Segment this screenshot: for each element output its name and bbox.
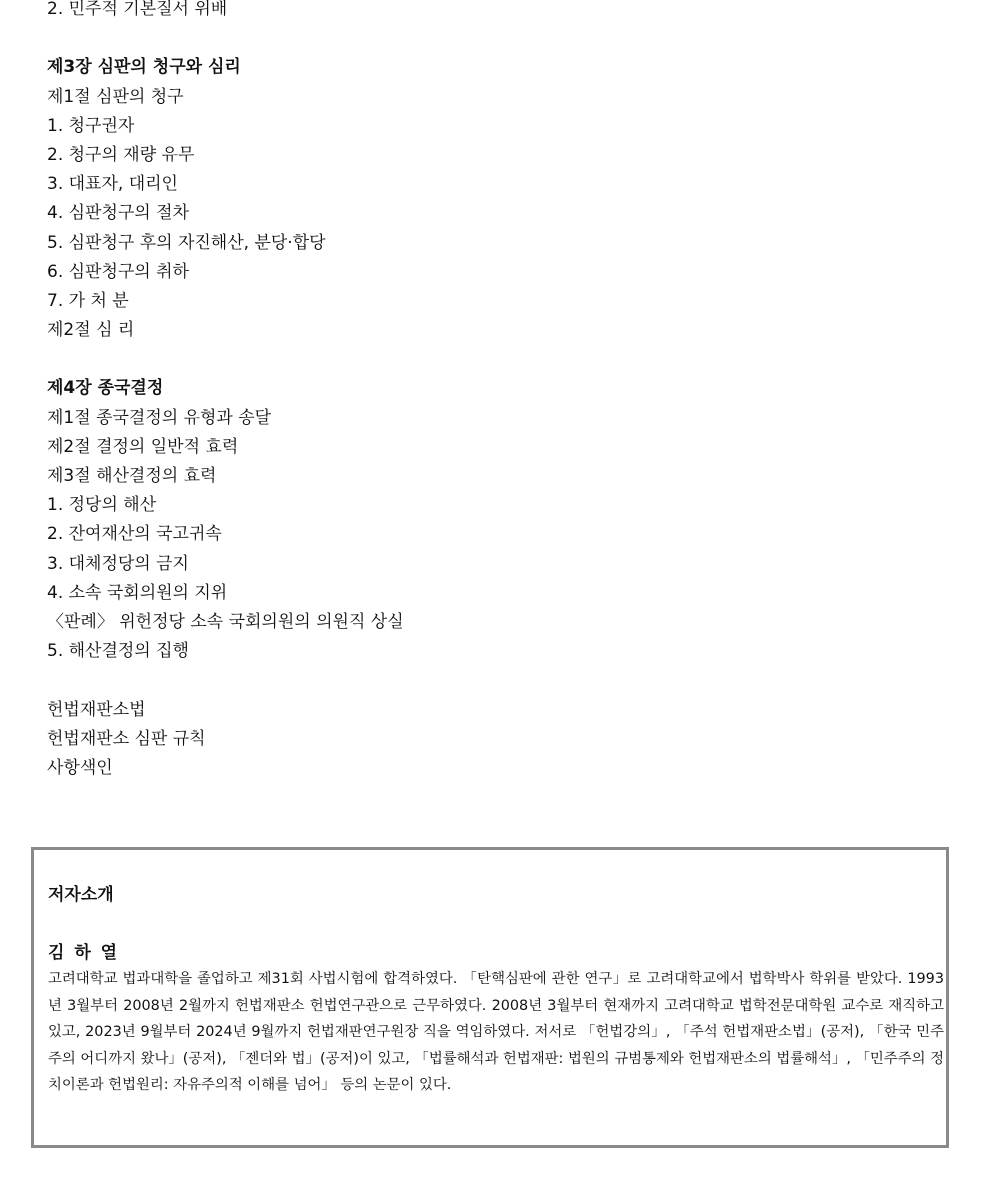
toc-spacer xyxy=(47,24,947,53)
toc-entry: 사항색인 xyxy=(47,757,113,778)
author-bio: 고려대학교 법과대학을 졸업하고 제31회 사법시험에 합격하였다. 「탄핵심판에 관한 연구」로 고려대학교에서 법학박사 학위를 받았다. 1993년 3월부터 2008년 2월까지 헌법재판소 헌법연구관으로 근무하였다. 2008년 3월부터 현재까지 고려대학교 법학전문대학원 교수로 재직하고 있고, 2023년 9월부터 2024년 9월까지 헌법재판연구원장 직을 역임하였다. 저서로 「헌법강의」, 「주석 헌법재판소법」(공저), 「한국 민주주의 어디까지 왔나」(공저), 「젠더와 법」(공저)이 있고, 「법률해석과 헌법재판: 법원의 규범통제와 헌법재판소의 법률해석」, 「민주주의 정치이론과 헌법원리: 자유주의적 이해를 넘어」 등의 논문이 있다. xyxy=(48,971,944,1094)
toc-entry: 2. 청구의 재량 유무 xyxy=(47,144,195,165)
toc-entry: 제1절 종국결정의 유형과 송달 xyxy=(47,407,272,428)
toc-entry: 헌법재판소법 xyxy=(47,699,146,720)
toc-entry: 제2절 심 리 xyxy=(47,320,135,341)
toc-entry: 제1절 심판의 청구 xyxy=(47,86,184,107)
toc-entry: 1. 청구권자 xyxy=(47,115,135,136)
toc-entry: 4. 소속 국회의원의 지위 xyxy=(47,582,228,603)
toc-entry: 2. 잔여재산의 국고귀속 xyxy=(47,524,222,545)
toc-entry: 1. 정당의 해산 xyxy=(47,495,157,516)
toc-spacer xyxy=(47,666,947,695)
toc-entry: 제2절 결정의 일반적 효력 xyxy=(47,436,239,457)
toc-entry: 헌법재판소 심판 규칙 xyxy=(47,728,206,749)
toc-entry: 제3절 해산결정의 효력 xyxy=(47,466,217,486)
table-of-contents xyxy=(47,0,947,783)
toc-entry: 6. 심판청구의 취하 xyxy=(47,261,189,282)
toc-entry: 7. 가 처 분 xyxy=(47,290,129,311)
author-introduction-box xyxy=(31,847,949,1148)
toc-entry: 5. 심판청구 후의 자진해산, 분당·합당 xyxy=(47,232,326,253)
toc-chapter-heading: 제3장 심판의 청구와 심리 xyxy=(47,57,241,78)
toc-entry: 5. 해산결정의 집행 xyxy=(47,641,189,662)
toc-spacer xyxy=(47,345,947,374)
toc-entry: 〈판례〉 위헌정당 소속 국회의원의 의원직 상실 xyxy=(47,611,404,632)
toc-entry: 3. 대체정당의 금지 xyxy=(47,553,189,574)
author-name: 김 하 열 xyxy=(48,943,120,963)
toc-entry: 4. 심판청구의 절차 xyxy=(47,203,189,224)
toc-entry: 2. 민주적 기본질서 위배 xyxy=(47,0,228,19)
author-section-title: 저자소개 xyxy=(48,885,114,905)
toc-entry: 3. 대표자, 대리인 xyxy=(47,174,178,195)
toc-chapter-heading: 제4장 종국결정 xyxy=(47,378,164,399)
